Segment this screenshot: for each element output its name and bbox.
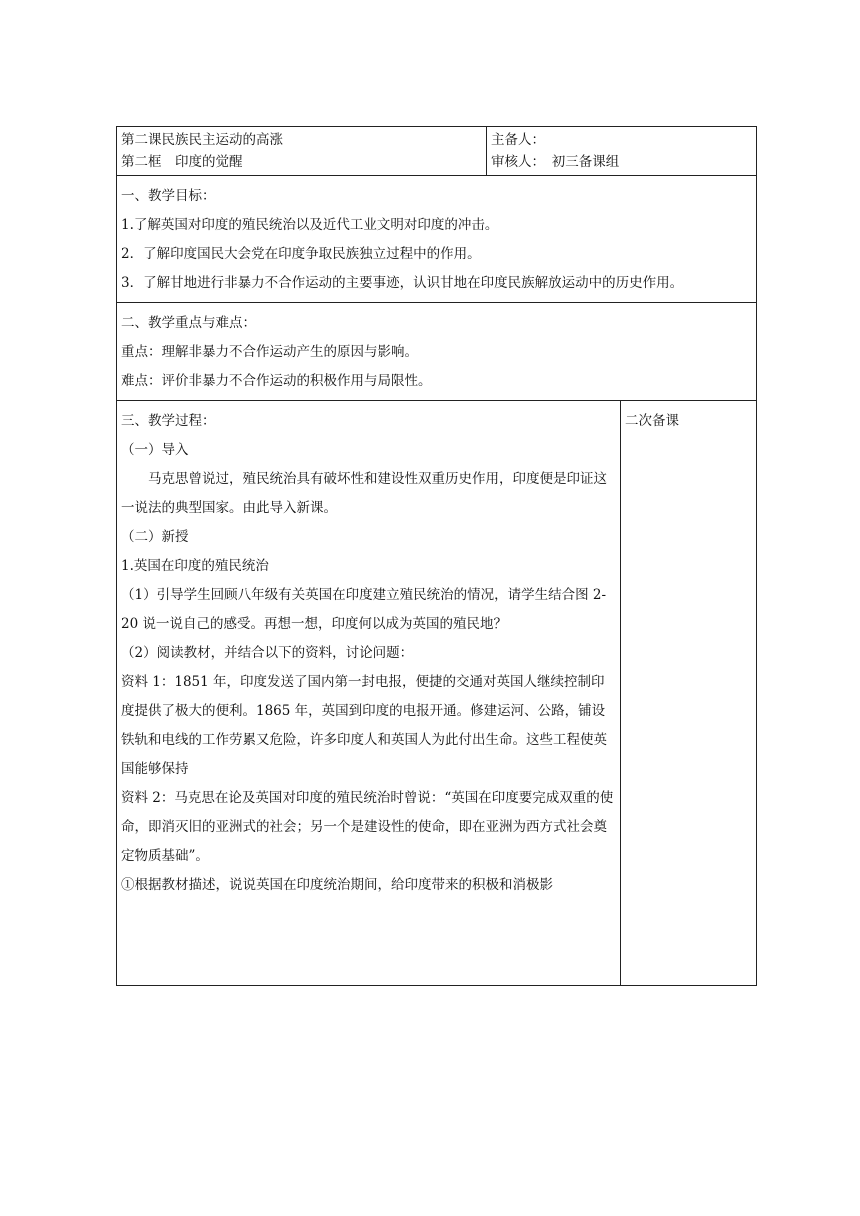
key-points-heading: 二、教学重点与难点：	[121, 315, 256, 331]
objective-item-2: 2．了解印度国民大会党在印度争取民族独立过程中的作用。	[121, 246, 481, 262]
process-row	[117, 401, 757, 986]
secondary-prep-cell	[621, 401, 757, 986]
step2-text: （2）阅读教材，并结合以下的资料，讨论问题：	[121, 645, 414, 661]
process-heading: 三、教学过程：	[121, 413, 216, 429]
intro-heading: （一）导入	[121, 442, 189, 458]
new-lesson-heading: （二）新授	[121, 529, 189, 545]
key-points-cell	[117, 303, 757, 401]
process-cell	[117, 401, 621, 986]
reviewer-label: 审核人： 初三备课组	[491, 154, 620, 170]
objectives-cell	[117, 176, 757, 303]
preparer-label: 主备人：	[491, 132, 545, 148]
objective-item-1: 1.了解英国对印度的殖民统治以及近代工业文明对印度的冲击。	[121, 217, 499, 233]
question1-text: ①根据教材描述，说说英国在印度统治期间，给印度带来的积极和消极影	[121, 877, 553, 893]
material2-text: 资料 2：马克思在论及英国对印度的殖民统治时曾说：“英国在印度要完成双重的使命，即消灭旧的亚洲式的社会；另一个是建设性的使命，即在亚洲为西方式社会奠定物质基础”。	[121, 790, 614, 864]
key-points-row	[117, 303, 757, 401]
section-title: 第二框 印度的觉醒	[121, 154, 243, 170]
header-people-cell	[487, 127, 757, 176]
lesson-title: 第二课民族民主运动的高涨	[121, 132, 283, 148]
objectives-heading: 一、教学目标：	[121, 188, 216, 204]
header-row	[117, 127, 757, 176]
objectives-row	[117, 176, 757, 303]
lesson-plan-table	[116, 126, 757, 986]
step1-text: （1）引导学生回顾八年级有关英国在印度建立殖民统治的情况，请学生结合图 2-20 说一说自己的感受。再想一想，印度何以成为英国的殖民地？	[121, 587, 607, 632]
objective-item-3: 3．了解甘地进行非暴力不合作运动的主要事迹，认识甘地在印度民族解放运动中的历史作用。	[121, 275, 684, 291]
intro-text: 马克思曾说过，殖民统治具有破坏性和建设性双重历史作用，印度便是印证这一说法的典型国家。由此导入新课。	[121, 471, 607, 516]
key-point-focus: 重点：理解非暴力不合作运动产生的原因与影响。	[121, 344, 418, 360]
header-title-cell	[117, 127, 487, 176]
material1-text: 资料 1：1851 年，印度发送了国内第一封电报，便捷的交通对英国人继续控制印度提供了极大的便利。1865 年，英国到印度的电报开通。修建运河、公路，铺设铁轨和电线的工作劳累又危险，许多印度人和英国人为此付出生命。这些工程使英国能够保持	[121, 674, 607, 777]
key-point-difficulty: 难点：评价非暴力不合作运动的积极作用与局限性。	[121, 373, 432, 389]
topic1-heading: 1.英国在印度的殖民统治	[121, 558, 269, 574]
secondary-prep-label: 二次备课	[625, 413, 679, 429]
